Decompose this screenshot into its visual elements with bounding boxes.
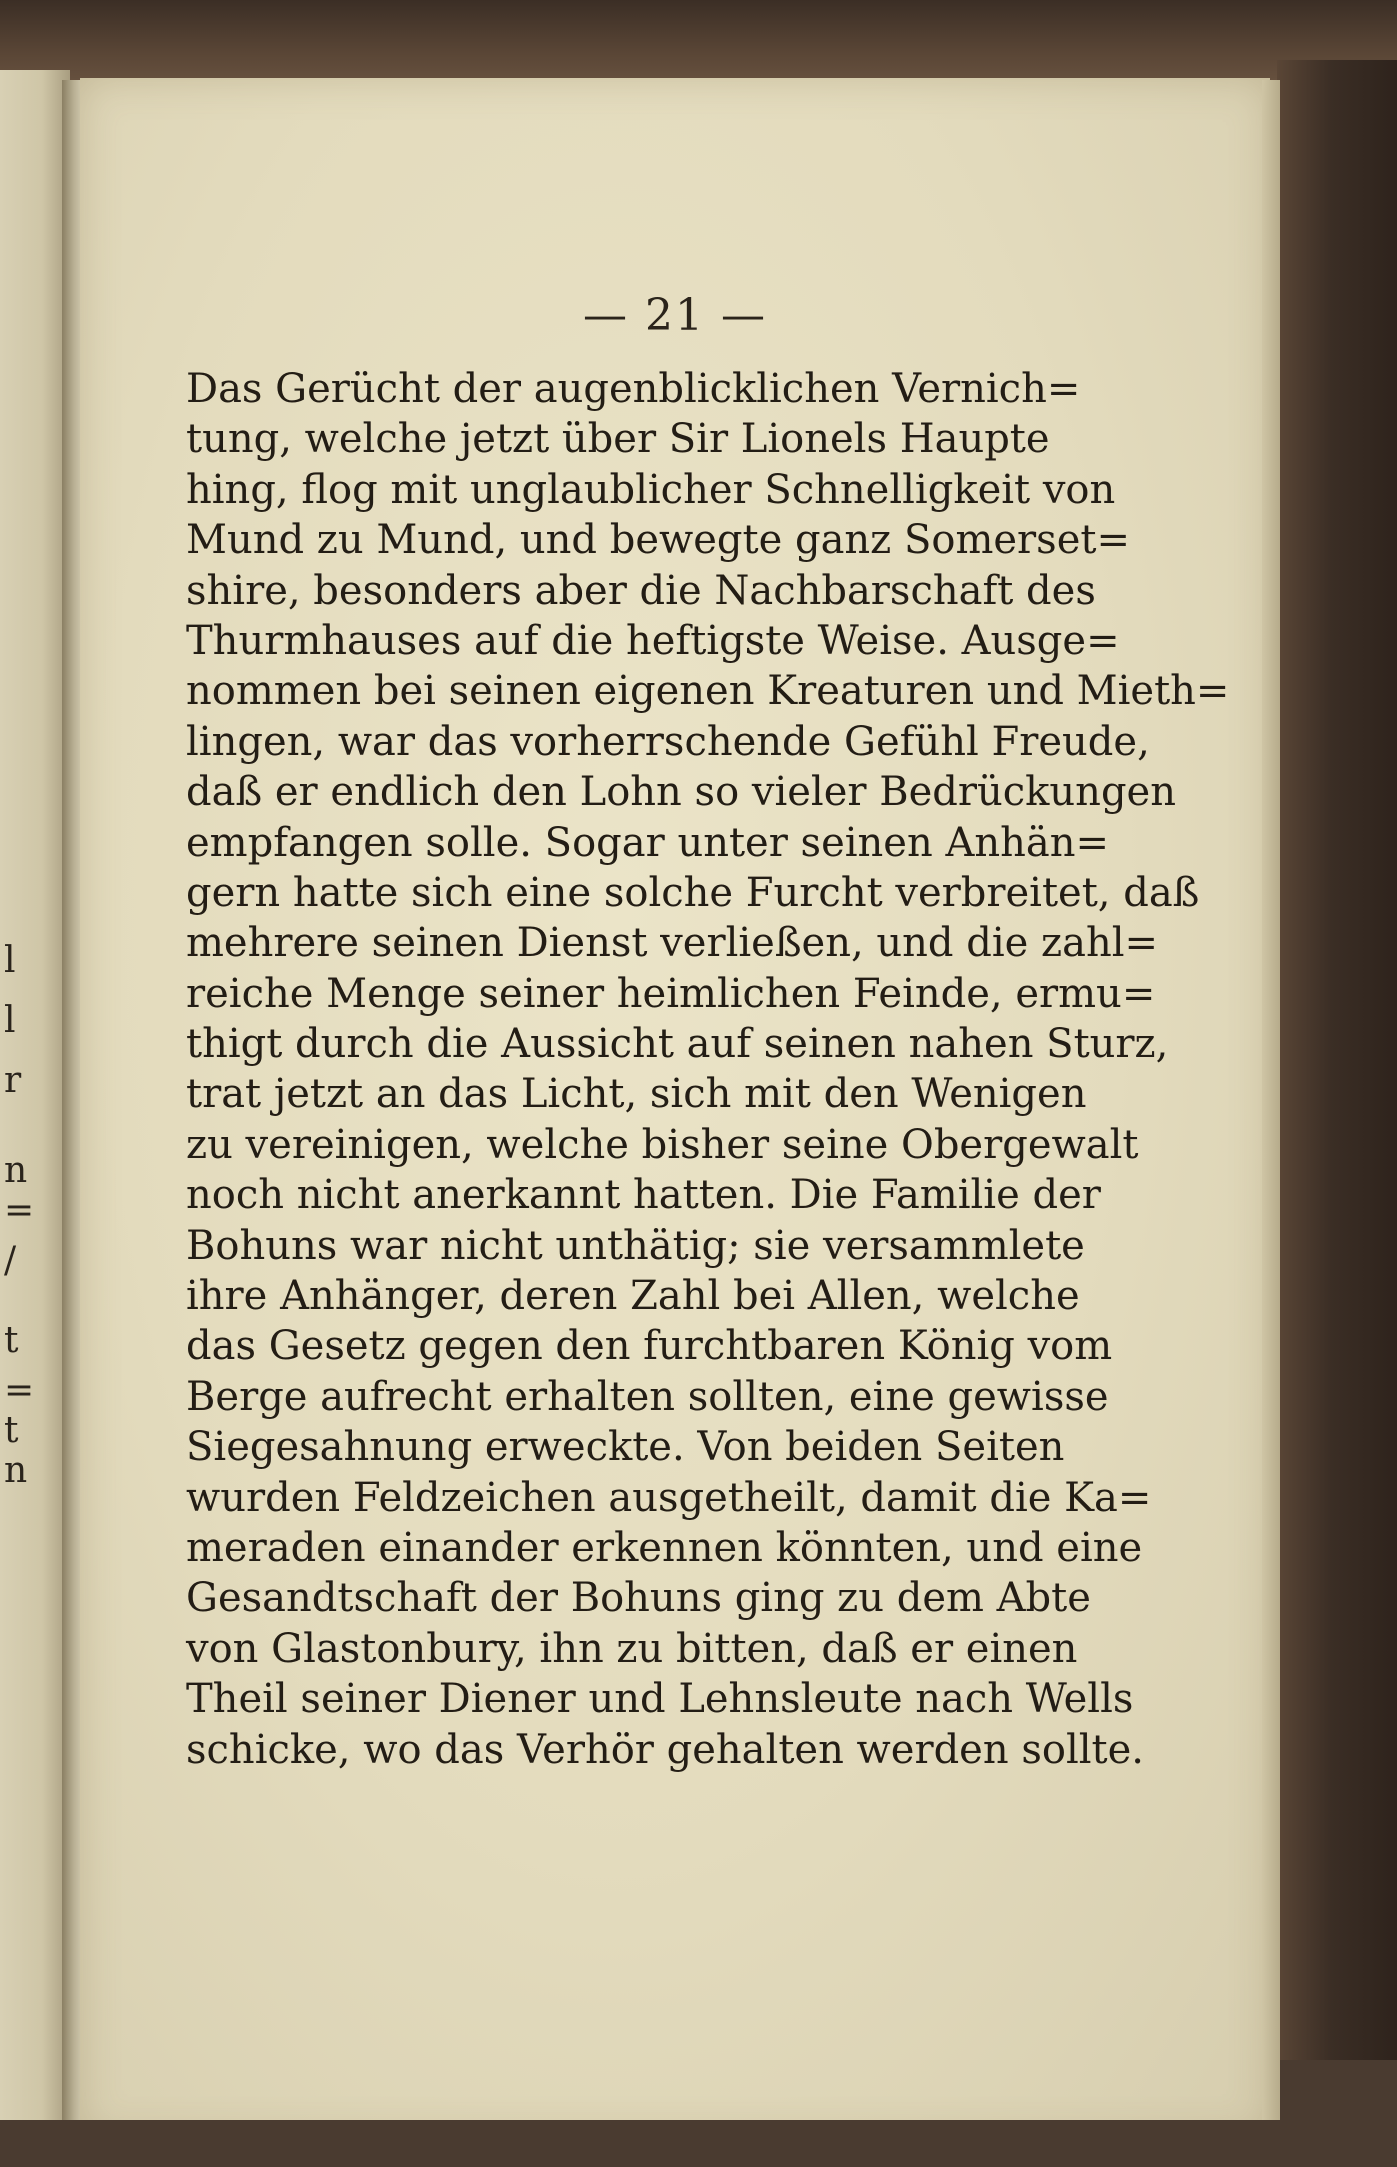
book-cover-top <box>0 0 1397 90</box>
text-line: trat jetzt an das Licht, sich mit den Wenigen <box>186 1071 1087 1118</box>
text-line: wurden Feldzeichen ausgetheilt, damit die Ka= <box>186 1474 1152 1521</box>
text-line: zu vereinigen, welche bisher seine Obergewalt <box>186 1121 1139 1168</box>
text-line: nommen bei seinen eigenen Kreaturen und Mieth= <box>186 668 1230 715</box>
text-line: lingen, war das vorherrschende Gefühl Freude, <box>186 718 1150 765</box>
left-page-fragment: r <box>4 1060 22 1101</box>
left-page-fragment: = <box>4 1370 35 1411</box>
text-line: Theil seiner Diener und Lehnsleute nach Wells <box>186 1676 1134 1723</box>
text-line: das Gesetz gegen den furchtbaren König vom <box>186 1323 1113 1370</box>
text-line: meraden einander erkennen könnten, und eine <box>186 1524 1143 1571</box>
text-line: Berge aufrecht erhalten sollten, eine gewisse <box>186 1373 1109 1420</box>
text-line: hing, flog mit unglaublicher Schnelligkeit von <box>186 466 1116 513</box>
text-line: Das Gerücht der augenblicklichen Vernich= <box>186 366 1081 412</box>
text-line: empfangen solle. Sogar unter seinen Anhän= <box>186 819 1109 866</box>
left-page-fragment: n <box>4 1450 28 1491</box>
text-line: reiche Menge seiner heimlichen Feinde, ermu= <box>186 970 1156 1017</box>
left-page-fragment: / <box>4 1240 17 1281</box>
text-line: Thurmhauses auf die heftigste Weise. Ausge= <box>186 617 1120 664</box>
left-page-fragment: l <box>4 940 16 981</box>
text-line: Bohuns war nicht unthätig; sie versammlete <box>186 1222 1085 1269</box>
text-line: noch nicht anerkannt hatten. Die Familie der <box>186 1172 1101 1219</box>
text-line: shire, besonders aber die Nachbarschaft des <box>186 567 1096 614</box>
left-page-fragment: l <box>4 1000 16 1041</box>
text-line: Siegesahnung erweckte. Von beiden Seiten <box>186 1424 1065 1471</box>
text-line: von Glastonbury, ihn zu bitten, daß er einen <box>186 1625 1078 1672</box>
text-line: thigt durch die Aussicht auf seinen nahen Sturz, <box>186 1021 1169 1068</box>
text-line: Mund zu Mund, und bewegte ganz Somerset= <box>186 517 1130 564</box>
book-cover-right <box>1277 60 1397 2060</box>
text-line: daß er endlich den Lohn so vieler Bedrückungen <box>186 769 1176 816</box>
text-line: ihre Anhänger, deren Zahl bei Allen, welche <box>186 1273 1080 1320</box>
page-stack-edge <box>1262 80 1280 2120</box>
text-line: tung, welche jetzt über Sir Lionels Haupte <box>186 416 1050 463</box>
left-page-fragment: t <box>4 1410 19 1451</box>
text-line: mehrere seinen Dienst verließen, und die zahl= <box>186 920 1159 967</box>
bottom-shadow <box>0 2120 1397 2167</box>
left-page-fragments <box>0 940 40 1800</box>
body-text <box>186 364 1230 1775</box>
text-line: gern hatte sich eine solche Furcht verbreitet, daß <box>186 869 1200 916</box>
page-number: — 21 — <box>583 290 767 341</box>
left-page-fragment: = <box>4 1190 35 1231</box>
text-line: schicke, wo das Verhör gehalten werden sollte. <box>186 1726 1144 1773</box>
text-line: Gesandtschaft der Bohuns ging zu dem Abte <box>186 1575 1091 1622</box>
left-page-fragment: t <box>4 1320 19 1361</box>
left-page-fragment: n <box>4 1150 28 1191</box>
